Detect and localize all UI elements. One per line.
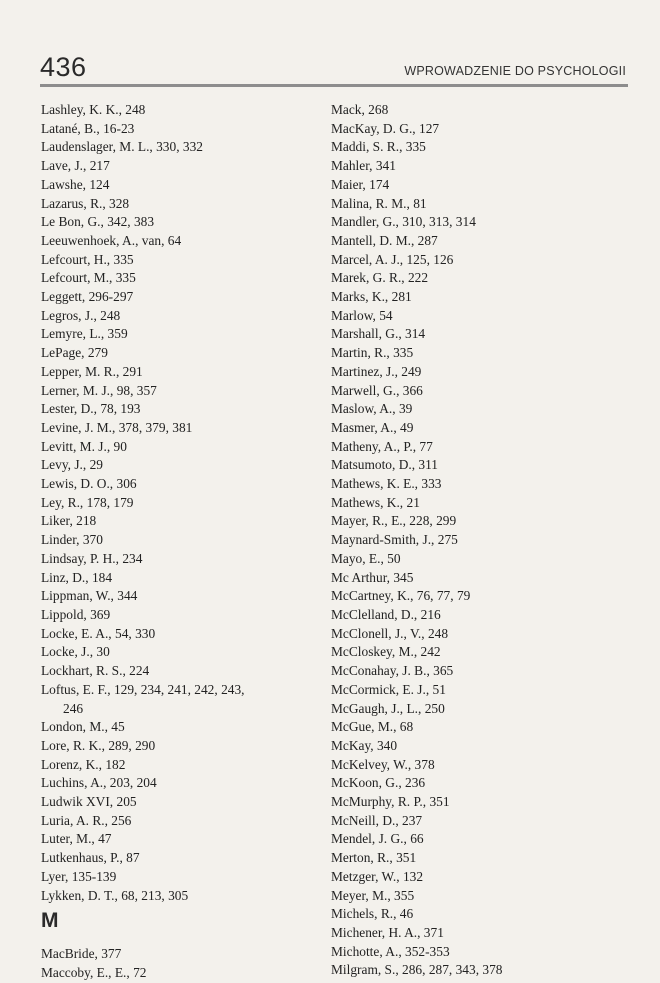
index-entry: Lazarus, R., 328 [41, 195, 130, 211]
index-entry: Lawshe, 124 [41, 176, 110, 192]
index-entry: Levitt, M. J., 90 [41, 438, 127, 454]
index-entry: Luchins, A., 203, 204 [41, 775, 157, 791]
index-column-left [41, 101, 331, 983]
page-number: 436 [40, 52, 87, 82]
index-entry: Mantell, D. M., 287 [331, 232, 438, 248]
index-entry: Maynard-Smith, J., 275 [331, 532, 458, 548]
index-entry: Leeuwenhoek, A., van, 64 [41, 232, 182, 248]
index-entry: McClonell, J., V., 248 [331, 625, 449, 641]
index-entry: Lippold, 369 [41, 606, 111, 622]
index-entry: Mayer, R., E., 228, 299 [331, 513, 457, 529]
index-entry: Marek, G. R., 222 [331, 270, 429, 286]
index-entry: Michotte, A., 352-353 [331, 943, 450, 959]
index-entry: Liker, 218 [41, 513, 97, 529]
index-entry: Laudenslager, M. L., 330, 332 [41, 139, 203, 155]
index-entry: McCartney, K., 76, 77, 79 [331, 588, 471, 604]
index-group-l [41, 101, 331, 700]
index-entry: Matheny, A., P., 77 [331, 438, 433, 454]
index-entry: McMurphy, R. P., 351 [331, 794, 450, 810]
index-entry: Maccoby, E., E., 72 [41, 964, 147, 980]
index-entry: Locke, E. A., 54, 330 [41, 625, 156, 641]
index-entry: Lewis, D. O., 306 [41, 476, 137, 492]
index-entry: Lore, R. K., 289, 290 [41, 737, 156, 753]
index-entry: Levine, J. M., 378, 379, 381 [41, 419, 193, 435]
index-entry: Lippman, W., 344 [41, 588, 138, 604]
index-entry: Luter, M., 47 [41, 831, 112, 847]
index-entry: Masmer, A., 49 [331, 419, 414, 435]
index-entry: Mandler, G., 310, 313, 314 [331, 214, 476, 230]
index-column-right [331, 101, 621, 980]
header-rule [40, 84, 628, 87]
index-entry: Lave, J., 217 [41, 158, 110, 174]
index-group-l-continued [41, 718, 331, 905]
index-entry: Ley, R., 178, 179 [41, 494, 134, 510]
index-entry: Marlow, 54 [331, 307, 393, 323]
index-entry: Michels, R., 46 [331, 906, 414, 922]
running-head: WPROWADZENIE DO PSYCHOLOGII [404, 64, 626, 78]
index-entry: Mendel, J. G., 66 [331, 831, 424, 847]
index-entry: Ludwik XVI, 205 [41, 794, 137, 810]
index-entry: Merton, R., 351 [331, 850, 417, 866]
index-entry: Marshall, G., 314 [331, 326, 426, 342]
index-entry: Locke, J., 30 [41, 644, 110, 660]
index-entry: Luria, A. R., 256 [41, 812, 132, 828]
index-entry: Le Bon, G., 342, 383 [41, 214, 155, 230]
index-entry: McNeill, D., 237 [331, 812, 423, 828]
index-entry: Maslow, A., 39 [331, 401, 413, 417]
index-entry: Lorenz, K., 182 [41, 756, 126, 772]
index-entry: Martinez, J., 249 [331, 363, 422, 379]
index-entry: Maddi, S. R., 335 [331, 139, 426, 155]
index-entry: Maier, 174 [331, 176, 390, 192]
index-entry: Lykken, D. T., 68, 213, 305 [41, 887, 189, 903]
index-entry: Mayo, E., 50 [331, 550, 401, 566]
index-entry: Lefcourt, H., 335 [41, 251, 134, 267]
index-entry: McConahay, J. B., 365 [331, 663, 454, 679]
index-entry: Michener, H. A., 371 [331, 924, 444, 940]
index-entry: McKoon, G., 236 [331, 775, 426, 791]
index-entry: LePage, 279 [41, 345, 108, 361]
index-entry: McKay, 340 [331, 737, 398, 753]
index-entry: Loftus, E. F., 129, 234, 241, 242, 243, [41, 681, 245, 697]
index-entry: Marwell, G., 366 [331, 382, 423, 398]
index-entry: Legros, J., 248 [41, 307, 121, 323]
index-entry: Meyer, M., 355 [331, 887, 415, 903]
index-entry: Lindsay, P. H., 234 [41, 550, 143, 566]
index-entry: Lester, D., 78, 193 [41, 401, 141, 417]
index-entry: Lyer, 135-139 [41, 868, 117, 884]
index-entry: Metzger, W., 132 [331, 868, 424, 884]
index-entry: Milgram, S., 286, 287, 343, 378 [331, 962, 503, 978]
index-entry: Levy, J., 29 [41, 457, 103, 473]
index-entry: MacKay, D. G., 127 [331, 120, 440, 136]
index-entry: Mathews, K. E., 333 [331, 476, 442, 492]
index-entry: Marcel, A. J., 125, 126 [331, 251, 454, 267]
index-entry-continuation: 246 [63, 700, 84, 716]
index-entry: Lemyre, L., 359 [41, 326, 128, 342]
index-entry: Lashley, K. K., 248 [41, 102, 146, 117]
index-entry: MacBride, 377 [41, 946, 122, 962]
index-entry: Lefcourt, M., 335 [41, 270, 136, 286]
index-entry: McCloskey, M., 242 [331, 644, 441, 660]
index-entry: Lockhart, R. S., 224 [41, 663, 150, 679]
index-entry: McKelvey, W., 378 [331, 756, 435, 772]
index-entry: London, M., 45 [41, 719, 125, 735]
index-entry: Mack, 268 [331, 102, 389, 117]
index-entry: Latané, B., 16-23 [41, 120, 135, 136]
index-group-m-continued [331, 101, 621, 980]
index-group-m [41, 945, 331, 982]
index-entry: Lepper, M. R., 291 [41, 363, 143, 379]
index-entry: Leggett, 296-297 [41, 289, 134, 305]
index-entry: Mc Arthur, 345 [331, 569, 414, 585]
index-entry: Linder, 370 [41, 532, 103, 548]
index-entry: Mathews, K., 21 [331, 494, 420, 510]
index-entry: McGue, M., 68 [331, 719, 414, 735]
index-entry: Matsumoto, D., 311 [331, 457, 439, 473]
index-entry: Lutkenhaus, P., 87 [41, 850, 140, 866]
index-entry: McCormick, E. J., 51 [331, 681, 446, 697]
index-entry: Linz, D., 184 [41, 569, 113, 585]
index-entry: Martin, R., 335 [331, 345, 414, 361]
index-entry: McGaugh, J., L., 250 [331, 700, 445, 716]
index-entry: McClelland, D., 216 [331, 606, 441, 622]
section-letter-m: M [41, 909, 59, 933]
index-entry: Malina, R. M., 81 [331, 195, 427, 211]
index-entry: Lerner, M. J., 98, 357 [41, 382, 157, 398]
index-entry: Mahler, 341 [331, 158, 396, 174]
index-entry: Marks, K., 281 [331, 289, 412, 305]
